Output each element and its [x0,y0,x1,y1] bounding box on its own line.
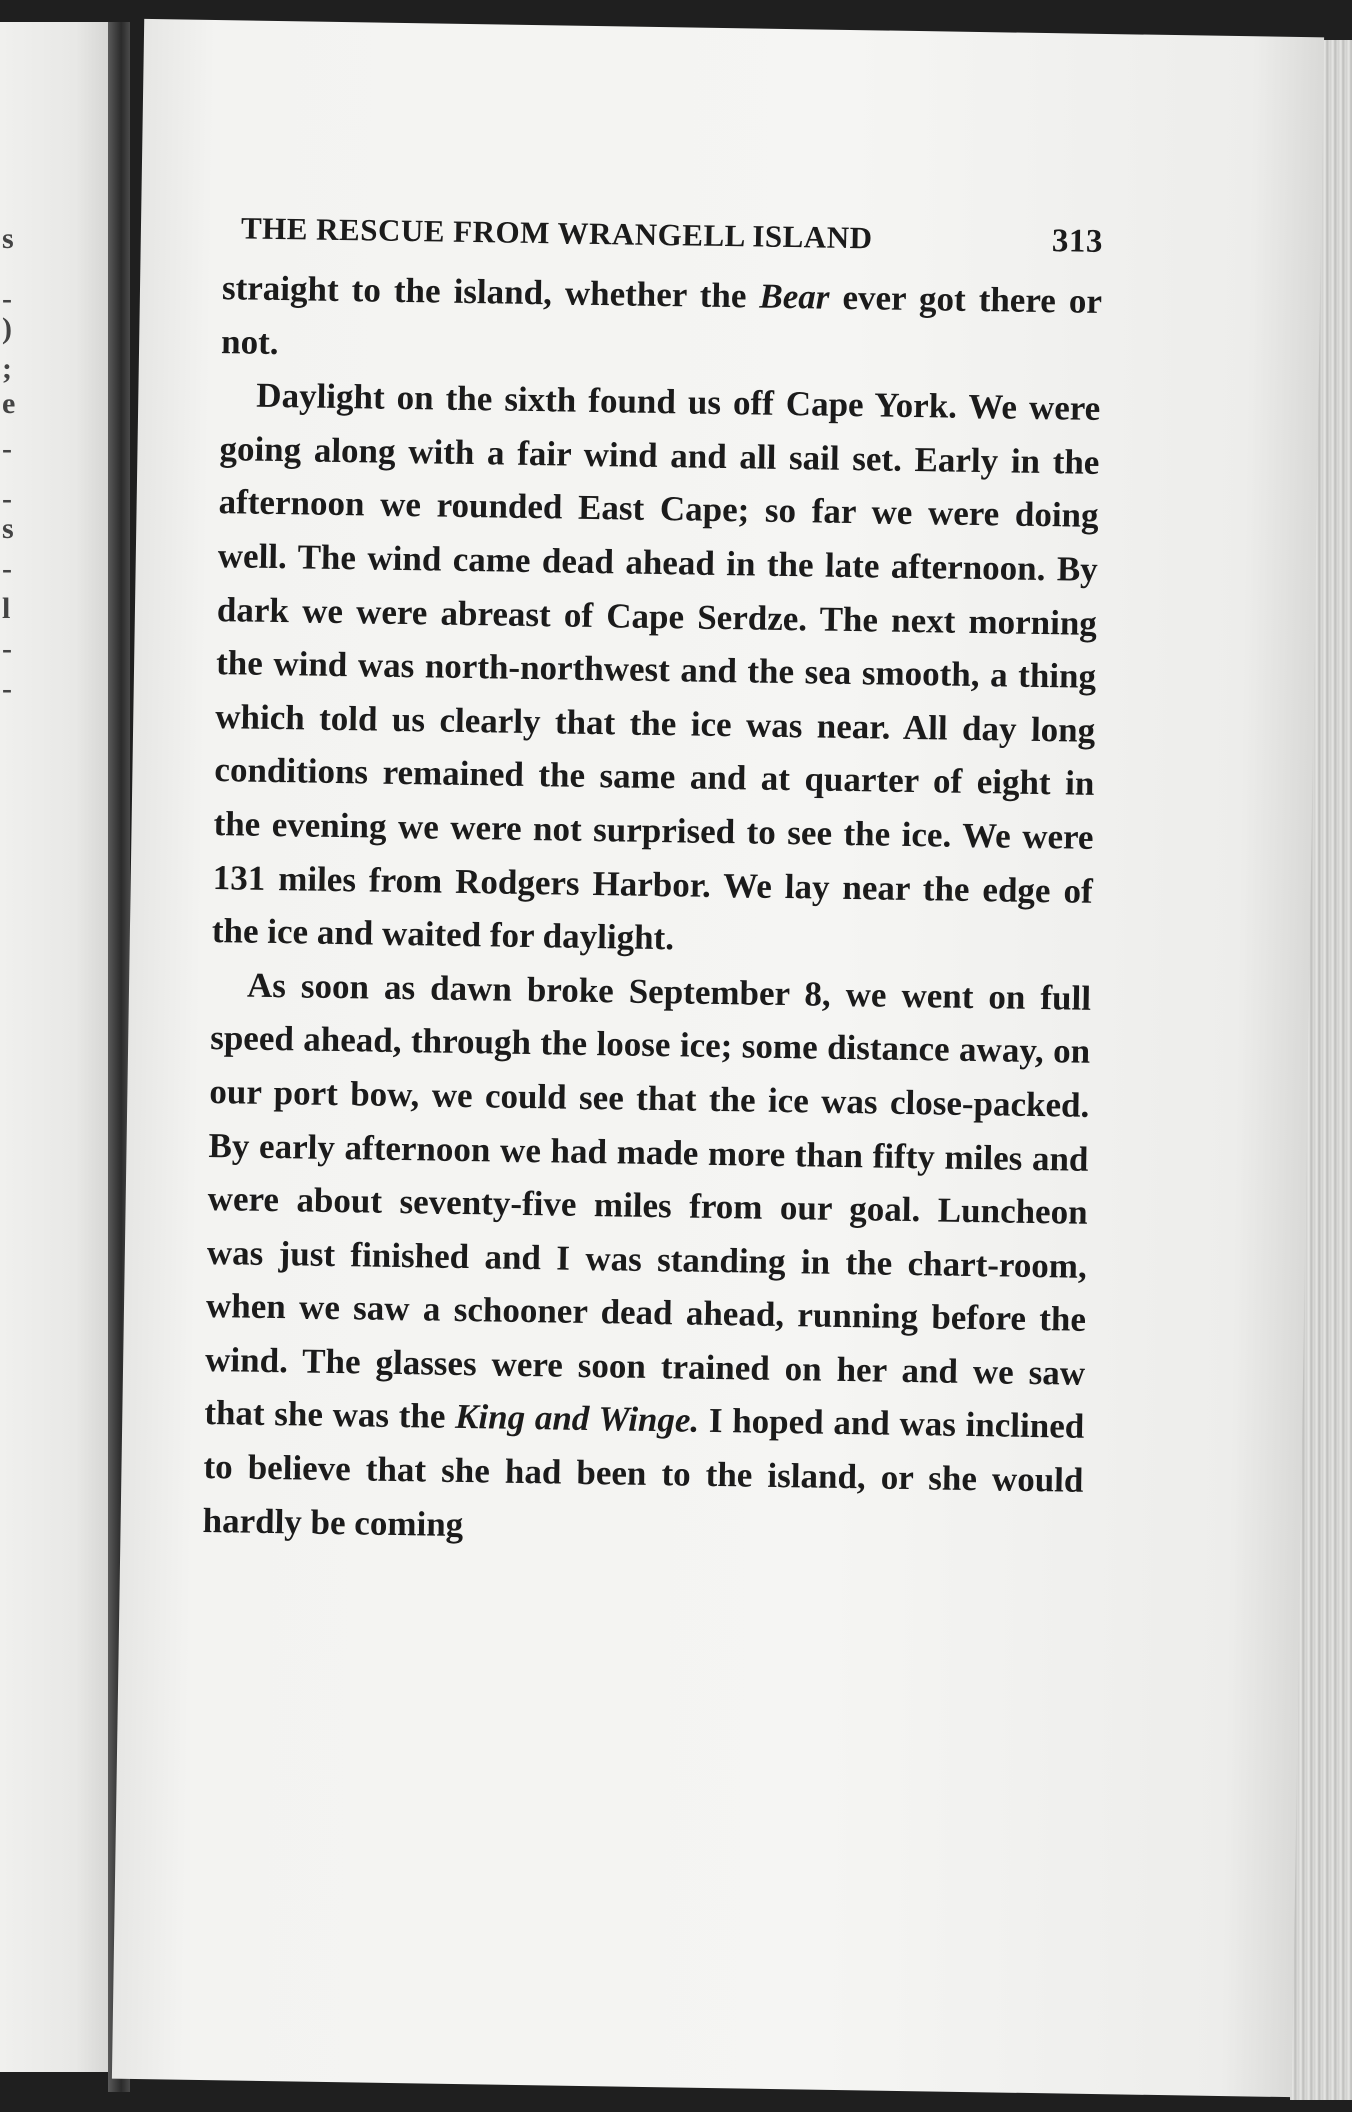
left-page-edge-char: s [2,512,14,545]
page-text-block [202,210,1103,1561]
left-page-edge-char: - [2,632,12,665]
left-page-edge-char: - [2,482,12,515]
text-run: Daylight on the sixth found us off Cape York. We were going along with a fair wind and all sail set. Early in the afternoon we rounded East Cape; so far we were doing well. The wind came dead ahead in the late afternoon. By dark we were abreast of Cape Serdze. The next morning the wind was north-northwest and the sea smooth, a thing which told us clearly that the ice was near. All day long conditions remained the same and at quarter of eight in the evening we were not surprised to see the ice. We were 131 miles from Rodgers Harbor. We lay near the edge of the ice and waited for daylight. [211,375,1101,958]
running-head-title: THE RESCUE FROM WRANGELL ISLAND [240,210,873,256]
paragraph [221,261,1103,382]
left-page-edge-char: l [2,592,11,625]
left-page-edge-char: e [2,387,16,420]
left-page-edge-char: ) [2,312,12,345]
text-run: As soon as dawn broke September 8, we went on full speed ahead, through the loose ice; some distance away, on our port bow, we could see that the ice was close-packed. By early afternoon we had made more than fifty miles and were about seventy-five miles from our goal. Luncheon was just finished and I was standing in the chart-room, when we saw a schooner dead ahead, running before the wind. The glasses were soon trained on her and we saw that she was the [204,965,1092,1437]
left-page-margin [0,22,108,2072]
page-number: 313 [1051,223,1104,260]
paragraph [212,368,1101,971]
left-page-edge-char: s [2,222,14,255]
book-page [112,19,1324,2097]
left-page-edge-char: - [2,672,12,705]
text-run: straight to the island, whether the [221,268,760,316]
left-page-edge-char: - [2,432,12,465]
left-page-edge-char: - [2,282,12,315]
italic-text: Bear [759,276,830,317]
body-text [202,261,1102,1561]
italic-text: King and Winge. [454,1397,700,1441]
paragraph [202,958,1091,1561]
left-page-edge-char: ; [2,352,12,385]
text-run: ever got there or not. [220,277,1103,362]
running-head [223,210,1103,261]
left-page-edge-char: - [2,552,12,585]
text-run: I hoped and was inclined to believe that she had been to the island, or she would hardly be coming [202,1401,1085,1544]
